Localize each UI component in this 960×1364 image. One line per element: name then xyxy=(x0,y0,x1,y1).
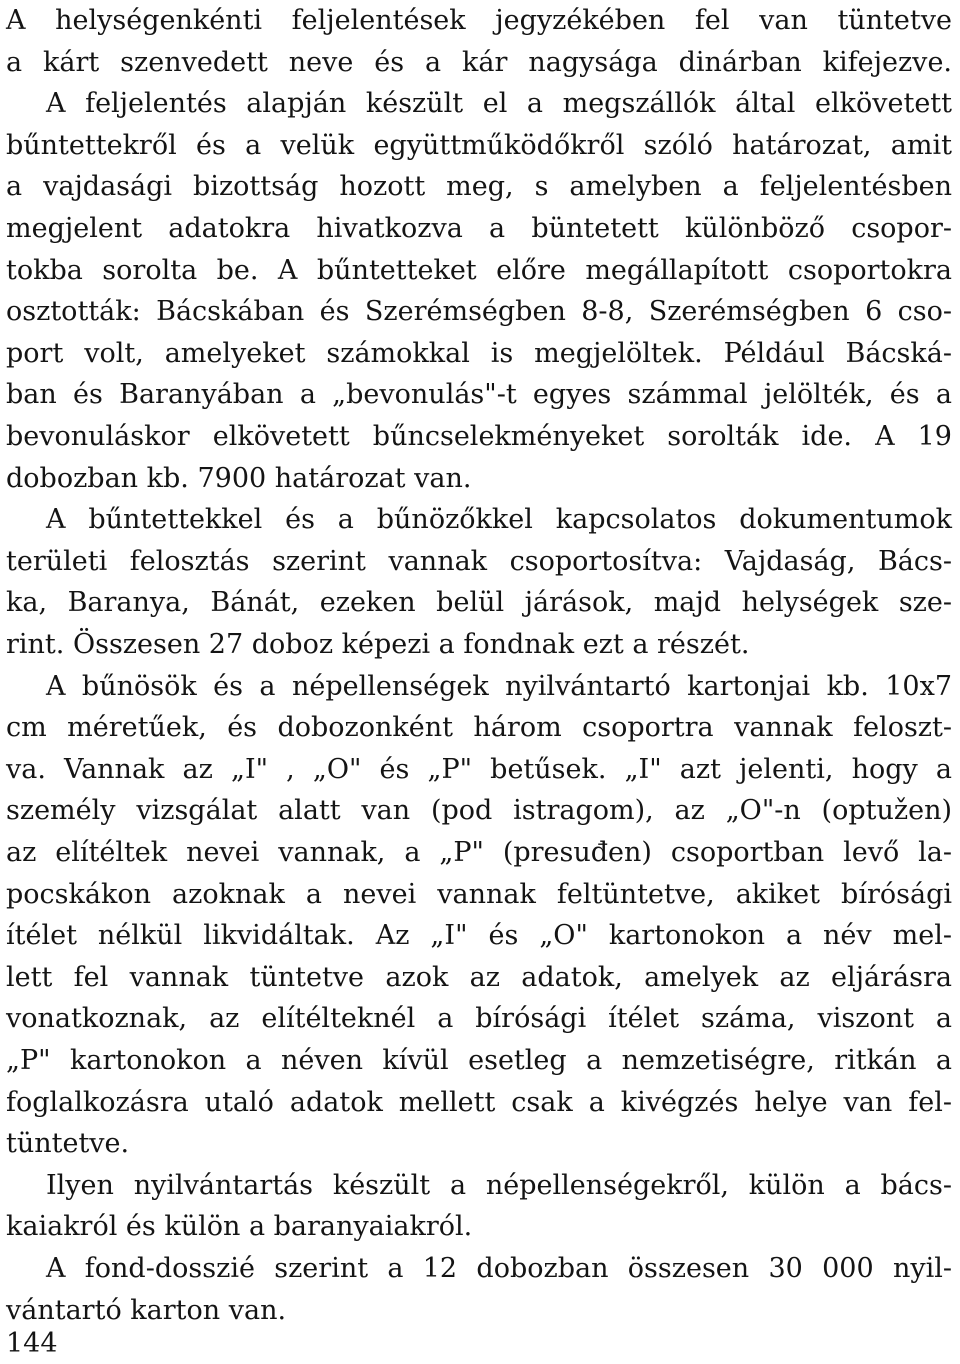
text-line: „P" kartonokon a néven kívül esetleg a nemzetiségre, ritkán a xyxy=(6,1045,952,1076)
text-line: pocskákon azoknak a nevei vannak feltüntetve, akiket bírósági xyxy=(6,878,952,910)
text-line: területi felosztás szerint vannak csoportosítva: Vajdaság, Bács- xyxy=(6,545,952,577)
text-line: tüntetve. xyxy=(6,1128,130,1160)
text-line: vonatkoznak, az elítélteknél a bírósági ítélet száma, viszont a xyxy=(6,1003,952,1035)
text-line: foglalkozásra utaló adatok mellett csak a kivégzés helye van fel- xyxy=(6,1086,952,1118)
text-line: megjelent adatokra hivatkozva a büntetett különböző csopor- xyxy=(6,213,952,244)
text-line: bevonuláskor elkövetett bűncselekményeket sorolták ide. A 19 xyxy=(6,421,952,452)
text-line: vántartó karton van. xyxy=(6,1294,287,1326)
text-line: dobozban kb. 7900 határozat van. xyxy=(6,462,472,494)
text-line: tokba sorolta be. A bűntetteket előre megállapított csoportokra xyxy=(6,254,952,286)
text-line: A helységenkénti feljelentések jegyzékében fel van tüntetve xyxy=(6,5,952,36)
text-line: cm méretűek, és dobozonként három csoportra vannak feloszt- xyxy=(6,712,952,744)
text-line: A bűntettekkel és a bűnözőkkel kapcsolatos dokumentumok xyxy=(46,504,952,536)
text-line: va. Vannak az „I" , „O" és „P" betűsek. „I" azt jelenti, hogy a xyxy=(6,753,952,785)
text-line: a vajdasági bizottság hozott meg, s amelyben a feljelentésben xyxy=(6,171,952,203)
text-line: kaiakról és külön a baranyaiakról. xyxy=(6,1211,473,1243)
text-line: lett fel vannak tüntetve azok az adatok, amelyek az eljárásra xyxy=(6,961,952,993)
text-line: osztották: Bácskában és Szerémségben 8-8, Szerémségben 6 cso- xyxy=(6,296,952,328)
document-page xyxy=(6,0,952,1364)
text-line: a kárt szenvedett neve és a kár nagysága dinárban kifejezve. xyxy=(6,46,952,78)
text-line: rint. Összesen 27 doboz képezi a fondnak ezt a részét. xyxy=(6,629,750,660)
text-line: bűntettekről és a velük együttműködőkről szóló határozat, amit xyxy=(6,129,952,161)
text-line: ka, Baranya, Bánát, ezeken belül járások, majd helységek sze- xyxy=(6,587,952,619)
text-line: Ilyen nyilvántartás készült a népellenségekről, külön a bács- xyxy=(46,1169,952,1201)
text-line: ban és Baranyában a „bevonulás"-t egyes számmal jelölték, és a xyxy=(6,379,952,411)
text-line: A bűnösök és a népellenségek nyilvántartó kartonjai kb. 10x7 xyxy=(46,670,952,702)
text-line: A feljelentés alapján készült el a megszállók által elkövetett xyxy=(46,88,952,120)
text-line: ítélet nélkül likvidáltak. Az „I" és „O" kartonokon a név mel- xyxy=(6,920,952,952)
page-number: 144 xyxy=(6,1328,58,1359)
text-line: A fond-dosszié szerint a 12 dobozban összesen 30 000 nyil- xyxy=(46,1253,952,1284)
text-line: port volt, amelyeket számokkal is megjelöltek. Például Bácská- xyxy=(6,337,952,369)
text-line: az elítéltek nevei vannak, a „P" (presuđen) csoportban levő la- xyxy=(6,837,952,868)
text-line: személy vizsgálat alatt van (pod istragom), az „O"-n (optužen) xyxy=(6,795,952,827)
